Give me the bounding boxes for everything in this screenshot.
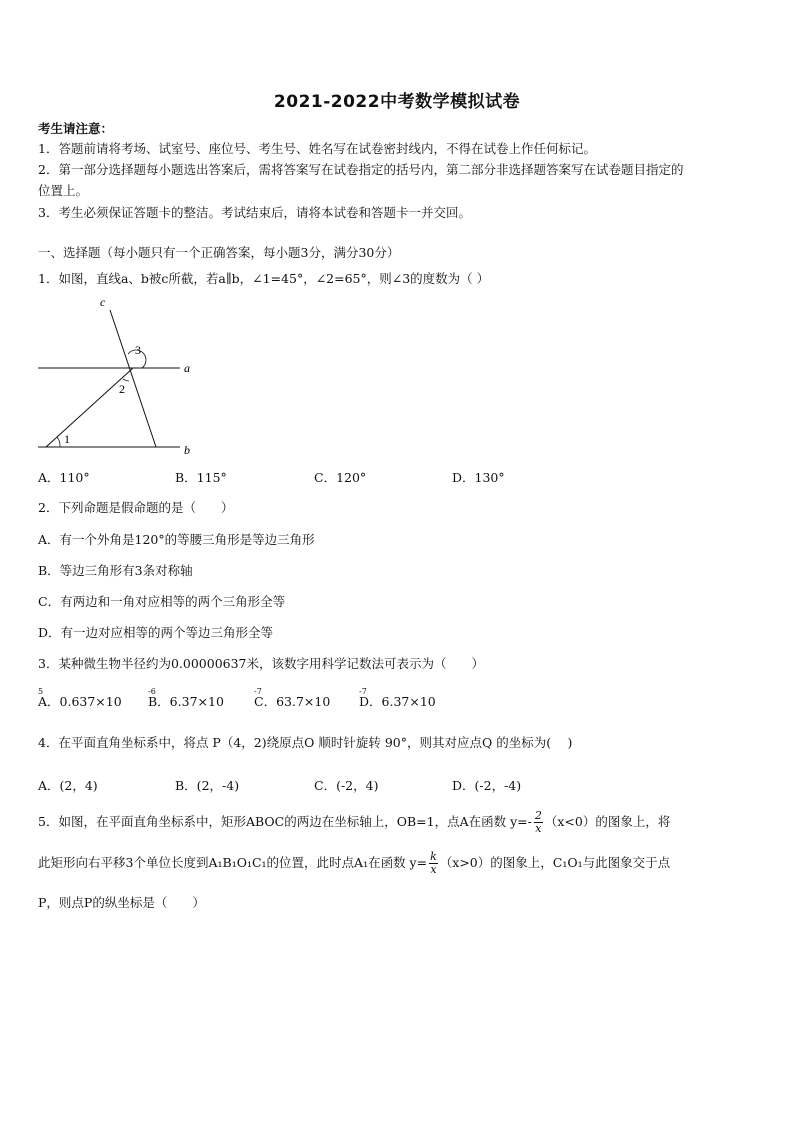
- option-d[interactable]: D．130°: [452, 470, 505, 485]
- label-b: b: [184, 443, 190, 457]
- label-a: a: [184, 361, 190, 375]
- question-5-line-1: 5．如图，在平面直角坐标系中，矩形ABOC的两边在坐标轴上，OB=1，点A在函数 y=- $\frac{2}{x}$ （x<0）的图象上，将: [38, 809, 671, 835]
- option-a[interactable]: A．110°: [38, 470, 90, 485]
- option-b[interactable]: B．(2，-4): [175, 778, 240, 793]
- option-b[interactable]: B．等边三角形有3条对称轴: [38, 563, 193, 578]
- question-3-options: A．0.637×10 5 B．6.37×10 -6 C．63.7×10 -7 D．6.37×10 -7: [38, 687, 436, 709]
- label-c: c: [100, 295, 106, 309]
- option-c[interactable]: C．(-2，4): [314, 778, 379, 793]
- question-4-stem: 4．在平面直角坐标系中，将点 P（4，2)绕原点O 顺时针旋转 90°，则其对应点Q 的坐标为( ): [38, 735, 573, 750]
- page-title: 2021-2022中考数学模拟试卷: [273, 92, 521, 112]
- question-3-stem: 3．某种微生物半径约为0.00000637米，该数字用科学记数法可表示为（ ）: [38, 656, 485, 671]
- fraction-k-over-x: $\frac{k}{x}$: [430, 850, 437, 876]
- option-a[interactable]: A．(2，4): [38, 778, 98, 793]
- notice-item: 3．考生必须保证答题卡的整洁。考试结束后，请将本试卷和答题卡一并交回。: [38, 205, 471, 220]
- notice-item: 1．答题前请将考场、试室号、座位号、考生号、姓名写在试卷密封线内，不得在试卷上作任何标记。: [38, 141, 596, 156]
- option-a[interactable]: A．有一个外角是120°的等腰三角形是等边三角形: [38, 532, 315, 547]
- angle-1-arc: [57, 437, 60, 447]
- option-d[interactable]: D．(-2，-4): [452, 778, 522, 793]
- section-heading: 一、选择题（每小题只有一个正确答案，每小题3分，满分30分）: [38, 245, 400, 260]
- option-c[interactable]: C．有两边和一角对应相等的两个三角形全等: [38, 594, 286, 609]
- fraction-2-over-x: $\frac{2}{x}$: [534, 809, 542, 835]
- slanted-line: [46, 368, 133, 447]
- parallel-lines-figure: [30, 292, 210, 464]
- notice-heading: 考生请注意：: [38, 121, 114, 136]
- line-c: [110, 310, 156, 447]
- question-1-stem: 1．如图，直线a、b被c所截，若a∥b，∠1=45°，∠2=65°，则∠3的度数为（ ）: [38, 271, 490, 286]
- question-2-stem: 2．下列命题是假命题的是（ ）: [38, 500, 234, 515]
- question-5-line-2: 此矩形向右平移3个单位长度到A₁B₁O₁C₁的位置，此时点A₁在函数 y= $\frac{k}{x}$ （x>0）的图象上，C₁O₁与此图象交于点: [38, 850, 671, 876]
- label-angle-3: 3: [135, 343, 141, 357]
- question-5-line-3: P，则点P的纵坐标是（ ）: [38, 895, 205, 910]
- label-angle-2: 2: [119, 382, 125, 396]
- label-angle-1: 1: [64, 432, 70, 446]
- question-4-options: [38, 776, 758, 794]
- option-c[interactable]: C．120°: [314, 470, 367, 485]
- option-b[interactable]: B．115°: [175, 470, 227, 485]
- notice-item: 2．第一部分选择题每小题选出答案后，需将答案写在试卷指定的括号内，第二部分非选择题答案写在试卷题目指定的: [38, 162, 684, 177]
- notice-item: 位置上。: [38, 183, 89, 198]
- angle-2-arc: [123, 379, 129, 381]
- option-d[interactable]: D．有一边对应相等的两个等边三角形全等: [38, 625, 274, 640]
- question-1-options: [38, 468, 758, 486]
